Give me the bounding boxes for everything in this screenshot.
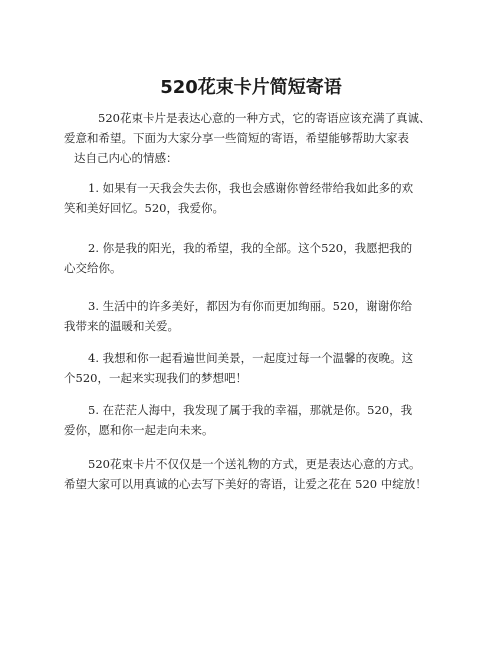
list-item [64,238,434,278]
list-item [64,348,434,388]
list-item-line: 心交给你。 [64,261,122,275]
list-item-line: 3. 生活中的许多美好，都因为有你而更加绚丽。520，谢谢你给 [88,299,413,313]
list-item-line: 个520，一起来实现我们的梦想吧！ [64,371,247,385]
list-item-line: 4. 我想和你一起看遍世间美景，一起度过每一个温馨的夜晚。这 [88,351,414,365]
page-title: 520花束卡片简短寄语 [160,77,342,98]
intro-line: 达自己内心的情感： [74,151,178,165]
list-item-line: 5. 在茫茫人海中，我发现了属于我的幸福，那就是你。520，我 [88,403,413,417]
intro-paragraph [64,108,434,168]
list-item-line: 2. 你是我的阳光，我的希望，我的全部。这个520，我愿把我的 [88,241,413,255]
list-item [64,178,434,218]
list-item-line: 1. 如果有一天我会失去你，我也会感谢你曾经带给我如此多的欢 [88,181,414,195]
intro-line: 520花束卡片是表达心意的一种方式，它的寄语应该充满了真诚、 [98,111,431,125]
outro-paragraph [64,454,434,494]
outro-line: 520花束卡片不仅仅是一个送礼物的方式，更是表达心意的方式。 [88,457,421,471]
list-item-line: 笑和美好回忆。520，我爱你。 [64,201,224,215]
intro-line: 爱意和希望。下面为大家分享一些简短的寄语，希望能够帮助大家表 [64,131,409,145]
list-item-line: 我带来的温暖和关爱。 [64,319,179,333]
list-item-line: 爱你，愿和你一起走向未来。 [64,423,214,437]
list-item [64,400,434,440]
outro-line: 希望大家可以用真诚的心去写下美好的寄语，让爱之花在 520 中绽放！ [64,477,427,491]
list-item [64,296,434,336]
